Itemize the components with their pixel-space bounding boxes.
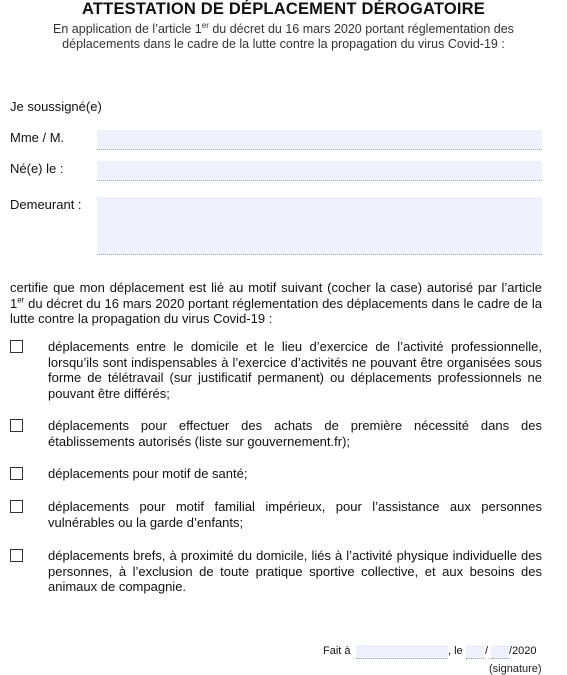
- address-field-line-2[interactable]: [97, 216, 542, 236]
- checkbox-health[interactable]: [10, 467, 23, 480]
- option-shopping-text: déplacements pour effectuer des achats de première nécessité dans des établissements autorisés (liste sur gouvernement.fr);: [48, 418, 542, 449]
- option-health-text: déplacements pour motif de santé;: [48, 466, 248, 481]
- document-subtitle: En application de l’article 1er du décret du 16 mars 2020 portant réglementation des déplacements dans le cadre de la lutte contre la propagation du virus Covid-19 :: [53, 20, 514, 51]
- intro-text: Je soussigné(e): [10, 99, 102, 114]
- date-separator: /: [485, 645, 489, 657]
- address-label: Demeurant :: [10, 197, 82, 212]
- certify-paragraph: certifie que mon déplacement est lié au motif suivant (cocher la case) autorisé par l’article 1er du décret du 16 mars 2020 portant réglementation des déplacements dans le cadre de la lutte contre la propagation du virus Covid-19 :: [10, 280, 542, 326]
- checkbox-family[interactable]: [10, 500, 23, 513]
- month-field[interactable]: [491, 645, 509, 659]
- date-le-label: , le: [448, 645, 463, 657]
- year-text: /2020: [509, 645, 537, 657]
- document-title: ATTESTATION DE DÉPLACEMENT DÉROGATOIRE: [82, 0, 485, 18]
- checkbox-work[interactable]: [10, 340, 23, 353]
- birthdate-label: Né(e) le :: [10, 161, 64, 176]
- option-exercise-text: déplacements brefs, à proximité du domicile, liés à l’activité physique individuelle des personnes, à l’exclusion de toute pratique sportive collective, et aux besoins des animaux de compagnie.: [48, 548, 542, 594]
- checkbox-exercise[interactable]: [10, 549, 23, 562]
- checkbox-shopping[interactable]: [10, 419, 23, 432]
- name-label: Mme / M.: [10, 130, 65, 145]
- birthdate-field[interactable]: [97, 161, 542, 181]
- day-field[interactable]: [466, 645, 484, 659]
- option-work-text: déplacements entre le domicile et le lieu d’exercice de l’activité professionnelle, lorsqu’ils sont indispensables à l’exercice d’activités ne pouvant être organisées sous forme de télétravail (sur justificatif permanent) ou déplacements professionnels ne pouvant être différés;: [48, 339, 542, 401]
- fait-a-label: Fait à: [323, 645, 351, 657]
- address-field-line-1[interactable]: [97, 197, 542, 217]
- name-field[interactable]: [97, 130, 542, 150]
- signature-label: (signature): [489, 663, 542, 675]
- option-family-text: déplacements pour motif familial impérieux, pour l’assistance aux personnes vulnérables ou la garde d’enfants;: [48, 499, 542, 530]
- address-field-line-3[interactable]: [97, 235, 542, 255]
- place-field[interactable]: [356, 645, 448, 659]
